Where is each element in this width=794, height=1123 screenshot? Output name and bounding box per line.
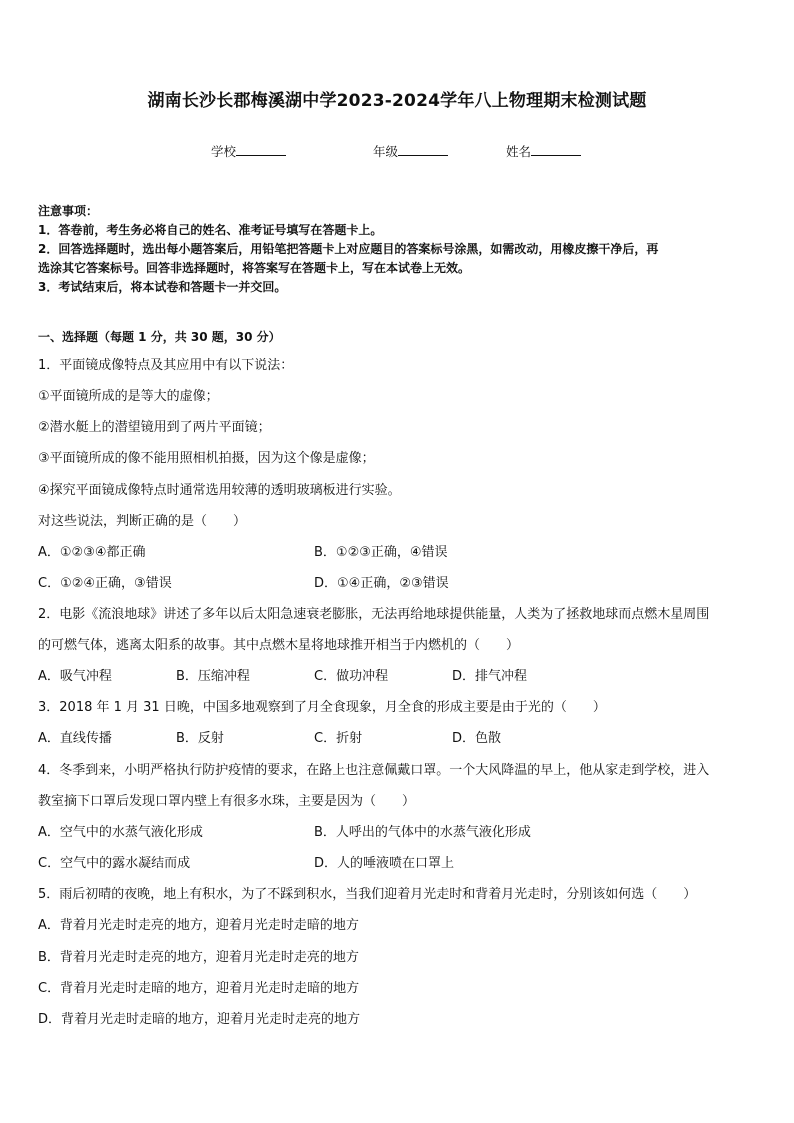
school-field xyxy=(211,142,286,160)
school-label: 学校 xyxy=(211,144,237,159)
q1-option-b: B．①②③正确，④错误 xyxy=(314,545,448,560)
q5-option-d: D．背着月光走时走暗的地方，迎着月光走时走亮的地方 xyxy=(38,1012,361,1027)
q1-statement-4: ④探究平面镜成像特点时通常选用较薄的透明玻璃板进行实验。 xyxy=(38,483,401,498)
notice-block xyxy=(38,202,758,297)
name-field xyxy=(506,142,581,160)
q4-option-b: B．人呼出的气体中的水蒸气液化形成 xyxy=(314,825,531,840)
notice-heading: 注意事项： xyxy=(38,204,99,218)
q1-stem: 1．平面镜成像特点及其应用中有以下说法： xyxy=(38,358,294,373)
q4-option-a: A．空气中的水蒸气液化形成 xyxy=(38,825,203,840)
q5-option-b: B．背着月光走时走亮的地方，迎着月光走时走亮的地方 xyxy=(38,950,359,965)
q4-option-c: C．空气中的露水凝结而成 xyxy=(38,856,191,871)
q4-line-1: 4．冬季到来，小明严格执行防护疫情的要求，在路上也注意佩戴口罩。一个大风降温的早上，他从家走到学校，进入 xyxy=(38,763,710,778)
q2-line-1: 2．电影《流浪地球》讲述了多年以后太阳急速衰老膨胀，无法再给地球提供能量，人类为了拯救地球而点燃木星周围 xyxy=(38,607,710,622)
school-blank xyxy=(236,143,286,156)
q1-option-d: D．①④正确，②③错误 xyxy=(314,576,449,591)
grade-blank xyxy=(398,143,448,156)
q5-option-c: C．背着月光走时走暗的地方，迎着月光走时走暗的地方 xyxy=(38,981,360,996)
q3-stem: 3．2018 年 1 月 31 日晚，中国多地观察到了月全食现象，月全食的形成主要是由于光的（ ） xyxy=(38,700,606,715)
q2-option-a: A．吸气冲程 xyxy=(38,669,112,684)
q2-line-2: 的可燃气体，逃离太阳系的故事。其中点燃木星将地球推开相当于内燃机的（ ） xyxy=(38,638,520,653)
q3-option-b: B．反射 xyxy=(176,731,224,746)
q1-ask: 对这些说法，判断正确的是（ ） xyxy=(38,514,247,529)
q4-option-d: D．人的唾液喷在口罩上 xyxy=(314,856,455,871)
q5-option-a: A．背着月光走时走亮的地方，迎着月光走时走暗的地方 xyxy=(38,918,359,933)
notice-item-3: 3．考试结束后，将本试卷和答题卡一并交回。 xyxy=(38,280,287,294)
name-blank xyxy=(531,143,581,156)
q1-option-a: A．①②③④都正确 xyxy=(38,545,146,560)
q1-statement-3: ③平面镜所成的像不能用照相机拍摄，因为这个像是虚像； xyxy=(38,451,375,466)
name-label: 姓名 xyxy=(506,144,532,159)
q2-option-c: C．做功冲程 xyxy=(314,669,389,684)
exam-title: 湖南长沙长郡梅溪湖中学2023-2024学年八上物理期末检测试题 xyxy=(147,91,647,111)
q5-stem: 5．雨后初晴的夜晚，地上有积水，为了不踩到积水，当我们迎着月光走时和背着月光走时，分别该如何选（ ） xyxy=(38,887,697,902)
section-title: 一、选择题（每题 1 分，共 30 题，30 分） xyxy=(38,330,281,344)
grade-label: 年级 xyxy=(373,144,399,159)
q2-option-b: B．压缩冲程 xyxy=(176,669,250,684)
notice-item-2-line-2: 选涂其它答案标号。回答非选择题时，将答案写在答题卡上，写在本试卷上无效。 xyxy=(38,261,471,275)
q2-option-d: D．排气冲程 xyxy=(452,669,528,684)
q1-statement-1: ①平面镜所成的是等大的虚像； xyxy=(38,389,219,404)
grade-field xyxy=(373,142,448,160)
q3-option-d: D．色散 xyxy=(452,731,502,746)
q4-line-2: 教室摘下口罩后发现口罩内壁上有很多水珠，主要是因为（ ） xyxy=(38,794,416,809)
q3-option-a: A．直线传播 xyxy=(38,731,112,746)
notice-item-2-line-1: 2．回答选择题时，选出每小题答案后，用铅笔把答题卡上对应题目的答案标号涂黑，如需改动，用橡皮擦干净后，再 xyxy=(38,242,659,256)
q1-option-c: C．①②④正确，③错误 xyxy=(38,576,172,591)
q3-option-c: C．折射 xyxy=(314,731,363,746)
notice-item-1: 1．答卷前，考生务必将自己的姓名、准考证号填写在答题卡上。 xyxy=(38,223,383,237)
q1-statement-2: ②潜水艇上的潜望镜用到了两片平面镜； xyxy=(38,420,271,435)
